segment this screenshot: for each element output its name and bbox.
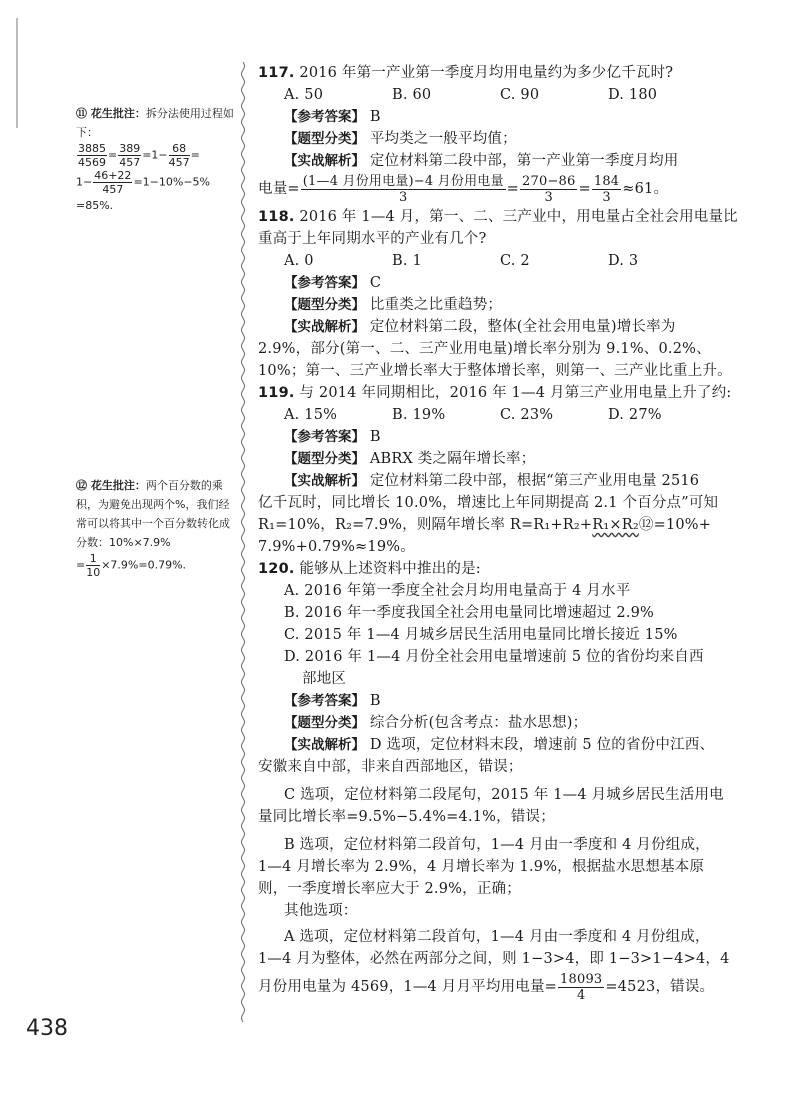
option-c: C. 23%: [500, 407, 554, 423]
question-stem: 与 2014 年同期相比，2016 年 1—4 月第三产业用电量上升了约:: [299, 385, 732, 401]
type-value: ABRX 类之隔年增长率；: [369, 451, 536, 467]
type-value: 比重类之比重趋势；: [369, 297, 503, 313]
option-a: A. 15%: [284, 407, 338, 423]
question-119: [258, 382, 778, 558]
question-stem: 能够从上述资料中推出的是:: [299, 561, 481, 577]
analysis-text: 定位材料第二段中部，第一产业第一季度月均用: [369, 153, 679, 169]
analysis-label: 【实战解析】: [284, 473, 365, 489]
analysis-text: 定位材料第二段，整体(全社会用电量)增长率为: [369, 319, 676, 335]
analysis-paragraph: A 选项，定位材料第二段首句，1—4 月由一季度和 4 月份组成，: [284, 929, 710, 945]
analysis-text-formula: R₁=10%，R₂=7.9%，则隔年增长率 R=R₁+R₂+R₁×R₂⑫=10%+: [258, 517, 712, 533]
note-formula-line-3: =85%.: [76, 199, 114, 212]
options-row: [258, 250, 778, 272]
note-text: 拆分法使用过程如下：: [76, 107, 234, 139]
answer-label: 【参考答案】: [284, 109, 365, 125]
main-content: [258, 62, 778, 1004]
type-label: 【题型分类】: [284, 451, 365, 467]
analysis-paragraph: C 选项，定位材料第二段尾句，2015 年 1—4 月城乡居民生活用电: [284, 787, 724, 803]
fraction: (1—4 月份用电量)−4 月份用电量 3: [302, 173, 504, 205]
question-stem: 2016 年第一产业第一季度月均用电量约为多少亿千瓦时?: [299, 65, 674, 81]
analysis-text: D 选项，定位材料末段，增速前 5 位的省份中江西、: [369, 737, 715, 753]
option-b: B. 1: [392, 253, 422, 269]
option-b: B. 19%: [392, 407, 446, 423]
analysis-label: 【实战解析】: [284, 737, 365, 753]
question-120: [258, 558, 778, 1004]
margin-divider: [239, 62, 247, 1022]
question-number: 119.: [258, 385, 295, 401]
side-note-1: [76, 104, 234, 215]
analysis-paragraph-cont: 量同比增长率=9.5%−5.4%=4.1%，错误；: [258, 809, 555, 825]
answer-value: B: [369, 109, 381, 125]
analysis-text: 定位材料第二段中部，根据“第三产业用电量 2516: [369, 473, 700, 489]
analysis-text: 亿千瓦时，同比增长 10.0%，增速比上年同期提高 2.1 个百分点”可知: [258, 495, 719, 511]
page-number: 438: [26, 1016, 68, 1041]
answer-value: B: [369, 429, 381, 445]
option-d-cont: 部地区: [302, 671, 347, 687]
option-d: D. 27%: [608, 407, 662, 423]
option-d: D. 2016 年 1—4 月份全社会用电量增速前 5 位的省份均来自西: [284, 649, 704, 665]
analysis-paragraph-cont: 1—4 月增长率为 2.9%，4 月增长率为 1.9%，根据盐水思想基本原: [258, 859, 705, 875]
side-note-2: [76, 476, 234, 579]
analysis-text: 10%；第一、三产业增长率大于整体增长率，则第一、三产业比重上升。: [258, 363, 732, 379]
question-number: 120.: [258, 561, 295, 577]
fraction: $\frac{3885}{4569}$: [78, 142, 106, 169]
fraction: $\frac{46+22}{457}$: [94, 169, 132, 196]
answer-value: B: [369, 693, 381, 709]
option-b: B. 60: [392, 87, 432, 103]
option-d: D. 180: [608, 87, 658, 103]
note-head: ⑪ 花生批注：: [76, 107, 146, 120]
note-formula-line-1: $\frac{3885}{4569}$ = $\frac{389}{457}$ =1− $\frac{68}{457}$ =: [78, 142, 200, 169]
note-head: ⑫ 花生批注：: [76, 479, 146, 492]
analysis-paragraph-cont: 则，一季度增长率应大于 2.9%，正确；: [258, 881, 521, 897]
question-number: 118.: [258, 209, 295, 225]
type-value: 平均类之一般平均值；: [369, 131, 517, 147]
question-118: [258, 206, 778, 382]
answer-value: C: [369, 275, 382, 291]
analysis-label: 【实战解析】: [284, 319, 365, 335]
answer-label: 【参考答案】: [284, 275, 365, 291]
note-text: 两个百分数的乘积，为避免出现两个%，我们经常可以将其中一个百分数转化成分数：10%×7.9%: [76, 479, 230, 549]
wavy-underlined-term: R₁×R₂: [592, 517, 639, 533]
fraction: $\frac{270-86}{3}$: [522, 173, 576, 205]
fraction: $\frac{68}{457}$: [168, 142, 190, 169]
option-d: D. 3: [608, 253, 639, 269]
question-number: 117.: [258, 65, 295, 81]
question-117: [258, 62, 778, 206]
analysis-paragraph: B 选项，定位材料第二段首句，1—4 月由一季度和 4 月份组成，: [284, 837, 710, 853]
fraction: $\frac{1}{10}$: [86, 552, 101, 579]
fraction: $\frac{18093}{4}$: [560, 971, 603, 1003]
analysis-text: 安徽来自中部，非来自西部地区，错误；: [258, 759, 523, 775]
option-c: C. 90: [500, 87, 540, 103]
type-label: 【题型分类】: [284, 131, 365, 147]
note-formula-line: = $\frac{1}{10}$ ×7.9%=0.79%.: [76, 552, 187, 579]
option-c: C. 2015 年 1—4 月城乡居民生活用电量同比增长接近 15%: [284, 627, 678, 643]
type-value: 综合分析(包含考点：盐水思想)；: [369, 715, 588, 731]
option-b: B. 2016 年一季度我国全社会用电量同比增速超过 2.9%: [284, 605, 655, 621]
analysis-subheading: 其他选项：: [284, 903, 358, 919]
question-stem: 2016 年 1—4 月，第一、二、三产业中，用电量占全社会用电量比: [299, 209, 738, 225]
question-stem-cont: 重高于上年同期水平的产业有几个?: [258, 231, 487, 247]
page-edge-line: [16, 18, 18, 128]
analysis-text: 2.9%，部分(第一、二、三产业用电量)增长率分别为 9.1%、0.2%、: [258, 341, 711, 357]
option-a: A. 0: [284, 253, 314, 269]
analysis-text: 7.9%+0.79%≈19%。: [258, 539, 415, 555]
analysis-label: 【实战解析】: [284, 153, 365, 169]
analysis-formula: 月份用电量为 4569，1—4 月月平均用电量= $\frac{18093}{4}$ =4523，错误。: [258, 971, 715, 1003]
options-row: [258, 84, 778, 106]
type-label: 【题型分类】: [284, 715, 365, 731]
analysis-formula: 电量= (1—4 月份用电量)−4 月份用电量 3 = $\frac{270-86}{3}$ = $\frac{184}{3}$ ≈61。: [258, 173, 669, 205]
option-c: C. 2: [500, 253, 530, 269]
type-label: 【题型分类】: [284, 297, 365, 313]
options-row: [258, 404, 778, 426]
option-a: A. 2016 年第一季度全社会月均用电量高于 4 月水平: [284, 583, 631, 599]
fraction: $\frac{389}{457}$: [119, 142, 141, 169]
analysis-paragraph-cont: 1—4 月为整体，必然在两部分之间，则 1−3>4，即 1−3>1−4>4，4: [258, 951, 730, 967]
answer-label: 【参考答案】: [284, 429, 365, 445]
fraction: $\frac{184}{3}$: [593, 173, 620, 205]
option-a: A. 50: [284, 87, 324, 103]
answer-label: 【参考答案】: [284, 693, 365, 709]
note-formula-line-2: 1− $\frac{46+22}{457}$ =1−10%−5%: [76, 169, 210, 196]
